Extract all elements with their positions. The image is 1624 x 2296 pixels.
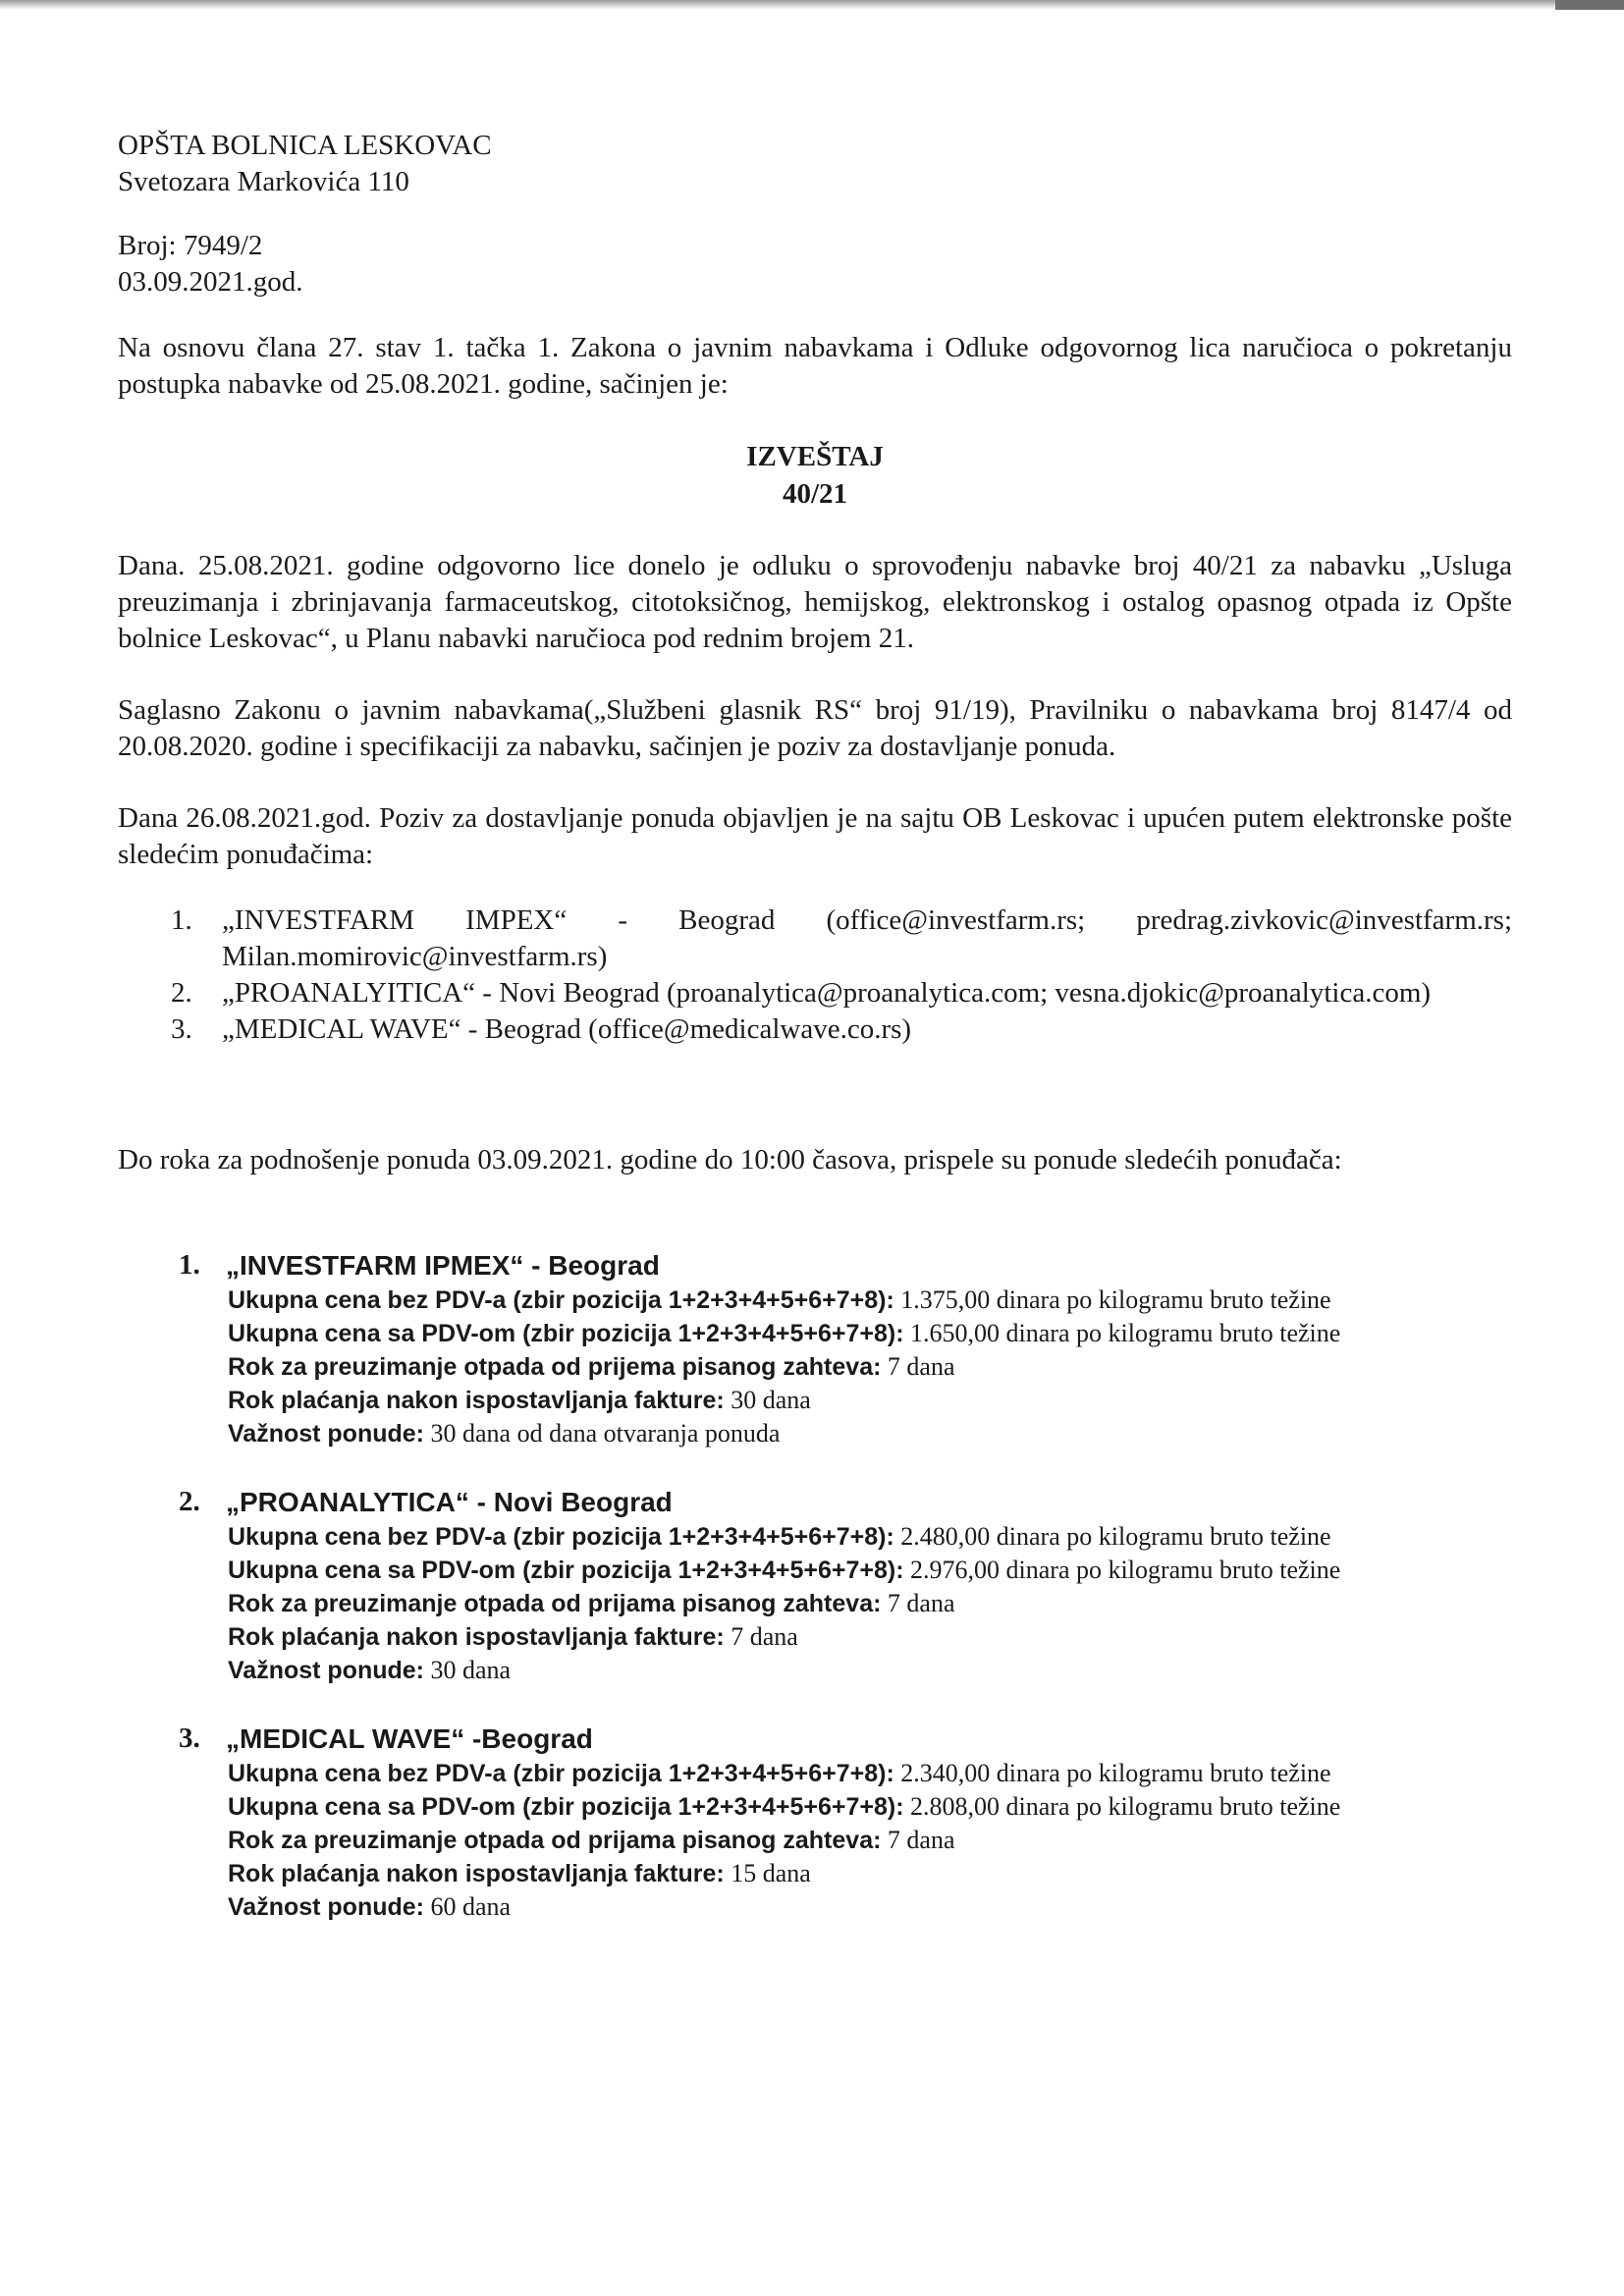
invited-bidders-list [118, 902, 1512, 1048]
offer-row-label: Ukupna cena sa PDV-om (zbir pozicija 1+2+3+4+5+6+7+8): [228, 1320, 904, 1347]
offer-row [226, 1317, 1512, 1350]
list-item-text: „PROANALYITICA“ - Novi Beograd (proanalytica@proanalytica.com; vesna.djokic@proanalytica.com) [222, 977, 1432, 1009]
intro-paragraph: Na osnovu člana 27. stav 1. tačka 1. Zakona o javnim nabavkama i Odluke odgovornog lica naručioca o pokretanju postupka nabavke od 25.08.2021. godine, sačinjen je: [118, 332, 1512, 400]
offer-row-value: 2.340,00 dinara po kilogramu bruto težine [893, 1759, 1331, 1787]
offer-row-value: 15 dana [724, 1859, 811, 1887]
offer-row [226, 1890, 1512, 1924]
list-item [118, 902, 1512, 975]
letterhead [118, 128, 1512, 200]
institution-name: OPŠTA BOLNICA LESKOVAC [118, 130, 492, 161]
offer-row [226, 1520, 1512, 1554]
offer-bidder-name: „INVESTFARM IPMEX“ - Beograd [226, 1250, 660, 1281]
offer-row-label: Ukupna cena bez PDV-a (zbir pozicija 1+2+3+4+5+6+7+8): [228, 1523, 894, 1551]
offer-row-value: 2.480,00 dinara po kilogramu bruto težine [893, 1522, 1331, 1551]
offer-row-label: Važnost ponude: [228, 1893, 424, 1921]
offer-item [118, 1721, 1512, 1924]
offer-row-label: Rok za preuzimanje otpada od prijema pisanog zahteva: [228, 1353, 882, 1381]
offer-row-label: Rok plaćanja nakon ispostavljanja fakture: [228, 1387, 725, 1414]
list-item-number: 2. [171, 977, 192, 1009]
invitation-paragraph: Dana 26.08.2021.god. Poziv za dostavljanje ponuda objavljen je na sajtu OB Leskovac i upućen putem elektronske pošte sledećim ponuđačima: [118, 802, 1512, 870]
offer-row-value: 7 dana [881, 1352, 955, 1381]
report-title [118, 438, 1512, 513]
offer-row [226, 1417, 1512, 1450]
institution-address: Svetozara Markovića 110 [118, 166, 409, 197]
offer-row-value: 7 dana [724, 1622, 798, 1651]
offer-row-value: 7 dana [881, 1589, 955, 1617]
offer-row [226, 1350, 1512, 1384]
scan-top-edge [0, 0, 1624, 10]
offer-row [226, 1620, 1512, 1654]
offer-row [226, 1757, 1512, 1790]
offer-row-label: Rok za preuzimanje otpada od prijama pisanog zahteva: [228, 1827, 882, 1854]
offer-row [226, 1587, 1512, 1620]
report-title-line1: IZVEŠTAJ [746, 441, 884, 472]
offer-row-label: Važnost ponude: [228, 1657, 424, 1684]
offer-row [226, 1284, 1512, 1317]
list-item-number: 1. [171, 904, 192, 936]
offer-bidder-name: „PROANALYTICA“ - Novi Beograd [226, 1487, 673, 1517]
offer-row [226, 1654, 1512, 1687]
document-page [118, 128, 1512, 1957]
law-paragraph: Saglasno Zakonu o javnim nabavkama(„Službeni glasnik RS“ broj 91/19), Pravilniku o nabavkama broj 8147/4 od 20.08.2020. godine i specifikaciji za nabavku, sačinjen je poziv za dostavljanje ponuda. [118, 694, 1512, 762]
offer-row-label: Važnost ponude: [228, 1420, 424, 1448]
list-item [118, 1011, 1512, 1048]
offer-row-label: Rok plaćanja nakon ispostavljanja fakture: [228, 1860, 725, 1887]
offer-number: 1. [179, 1249, 200, 1281]
offer-item [118, 1484, 1512, 1687]
offer-row-value: 30 dana od dana otvaranja ponuda [424, 1419, 781, 1448]
offer-row-label: Ukupna cena sa PDV-om (zbir pozicija 1+2+3+4+5+6+7+8): [228, 1557, 904, 1584]
offer-row-value: 30 dana [424, 1656, 512, 1684]
received-offers [118, 1247, 1512, 1924]
list-item-text: „MEDICAL WAVE“ - Beograd (office@medicalwave.co.rs) [222, 1013, 912, 1045]
offer-row-value: 1.650,00 dinara po kilogramu bruto težine [903, 1319, 1341, 1347]
offer-number: 3. [179, 1722, 200, 1754]
offer-row-value: 1.375,00 dinara po kilogramu bruto težine [893, 1285, 1331, 1314]
offer-row [226, 1857, 1512, 1890]
offer-row-value: 2.808,00 dinara po kilogramu bruto težine [903, 1792, 1341, 1821]
offer-row-value: 2.976,00 dinara po kilogramu bruto težine [903, 1556, 1341, 1584]
offer-row [226, 1384, 1512, 1417]
offer-row-value: 60 dana [424, 1892, 512, 1921]
offer-row [226, 1790, 1512, 1824]
deadline-paragraph: Do roka za podnošenje ponuda 03.09.2021. godine do 10:00 časova, prispele su ponude sledećih ponuđača: [118, 1144, 1342, 1175]
offer-number: 2. [179, 1486, 200, 1517]
offer-bidder-name: „MEDICAL WAVE“ -Beograd [226, 1723, 593, 1754]
decision-paragraph: Dana. 25.08.2021. godine odgovorno lice donelo je odluku o sprovođenju nabavke broj 40/21 za nabavku „Usluga preuzimanja i zbrinjavanja farmaceutskog, citotoksičnog, hemijskog, elektronskog i ostalog opasnog otpada iz Opšte bolnice Leskovac“, u Planu nabavki naručioca pod rednim brojem 21. [118, 550, 1512, 654]
offer-row [226, 1554, 1512, 1587]
offer-row-label: Ukupna cena sa PDV-om (zbir pozicija 1+2+3+4+5+6+7+8): [228, 1793, 904, 1821]
offer-row-value: 7 dana [881, 1826, 955, 1854]
offer-row-label: Rok za preuzimanje otpada od prijama pisanog zahteva: [228, 1590, 882, 1617]
reference-number: Broj: 7949/2 [118, 230, 263, 261]
list-item [118, 975, 1512, 1011]
offer-row [226, 1824, 1512, 1857]
offer-row-label: Rok plaćanja nakon ispostavljanja fakture: [228, 1623, 725, 1651]
offer-item [118, 1247, 1512, 1450]
document-reference [118, 228, 1512, 301]
report-title-line2: 40/21 [782, 478, 848, 510]
offer-row-label: Ukupna cena bez PDV-a (zbir pozicija 1+2+3+4+5+6+7+8): [228, 1286, 894, 1314]
reference-date: 03.09.2021.god. [118, 266, 303, 298]
offer-row-value: 30 dana [724, 1386, 811, 1414]
list-item-text: „INVESTFARM IMPEX“ - Beograd (office@investfarm.rs; predrag.zivkovic@investfarm.rs; Milan.momirovic@investfarm.rs) [222, 904, 1512, 972]
scan-corner-shadow [1555, 0, 1624, 10]
offer-row-label: Ukupna cena bez PDV-a (zbir pozicija 1+2+3+4+5+6+7+8): [228, 1760, 894, 1787]
list-item-number: 3. [171, 1013, 192, 1045]
